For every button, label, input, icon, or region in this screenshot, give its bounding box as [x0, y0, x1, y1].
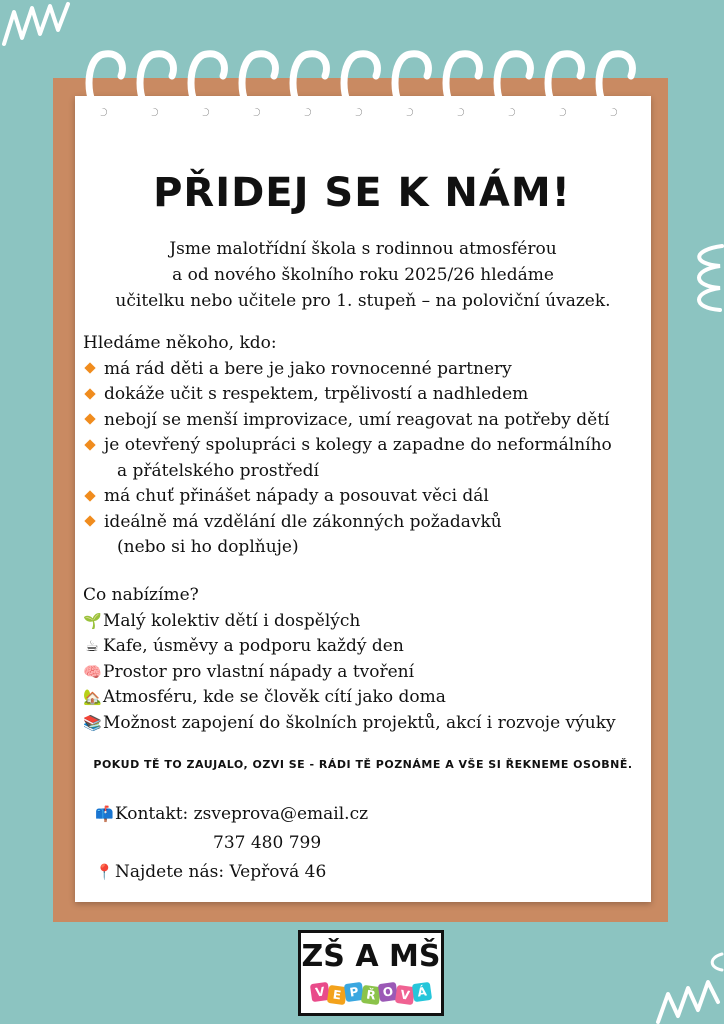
list-item: 🌱Malý kolektiv dětí i dospělých	[83, 609, 616, 635]
spiral-ring-icon	[497, 54, 530, 116]
logo-letter-tile: E	[327, 985, 347, 1005]
squiggle-top-left	[0, 0, 72, 52]
logo-letter-tile: Ř	[361, 985, 381, 1005]
seedling-icon: 🌱	[83, 611, 102, 630]
diamond-bullet-icon	[84, 439, 95, 450]
spiral-ring-icon	[191, 54, 224, 116]
list-item-continuation: a přátelského prostředí	[117, 460, 319, 481]
brain-icon: 🧠	[83, 662, 102, 681]
squiggle-right	[672, 240, 724, 330]
logo-letter-tile: V	[395, 985, 415, 1005]
spiral-ring-icon	[140, 54, 173, 116]
offer-section	[83, 583, 616, 736]
list-item: je otevřený spolupráci s kolegy a zapadne do neformálního	[83, 433, 612, 459]
logo-letter-tiles	[311, 981, 437, 1005]
intro-line: učitelku nebo učitele pro 1. stupeň – na poloviční úvazek.	[115, 291, 611, 311]
spiral-ring-icon	[344, 54, 377, 116]
list-item: ☕ Kafe, úsměvy a podporu každý den	[83, 634, 616, 660]
offer-heading: Co nabízíme?	[83, 585, 199, 605]
spiral-ring-icon	[395, 54, 428, 116]
logo-letter-tile: O	[378, 982, 398, 1002]
coffee-icon: ☕	[85, 637, 99, 655]
mailbox-icon: 📫	[95, 805, 114, 823]
spiral-binding	[75, 36, 651, 136]
logo-title: ZŠ A MŠ	[301, 939, 441, 974]
spiral-ring-icon	[89, 54, 122, 116]
spiral-ring-icon	[446, 54, 479, 116]
list-item: 📚Možnost zapojení do školních projektů, akcí i rozvoje výuky	[83, 711, 616, 737]
squiggle-bottom-right	[648, 950, 724, 1024]
list-item: 🧠Prostor pro vlastní nápady a tvoření	[83, 660, 616, 686]
diamond-bullet-icon	[84, 388, 95, 399]
list-item: má chuť přinášet nápady a posouvat věci dál	[83, 484, 612, 510]
seeking-heading: Hledáme někoho, kdo:	[83, 333, 277, 353]
diamond-bullet-icon	[84, 362, 95, 373]
diamond-bullet-icon	[84, 490, 95, 501]
pin-icon: 📍	[95, 863, 114, 881]
intro-text	[75, 236, 651, 314]
logo-letter-tile: P	[344, 982, 364, 1002]
list-item: ideálně má vzdělání dle zákonných požadavků	[83, 510, 612, 536]
spiral-ring-icon	[293, 54, 326, 116]
logo-letter-tile: V	[310, 982, 330, 1002]
contact-section	[95, 800, 368, 887]
list-item: nebojí se menší improvizace, umí reagovat na potřeby dětí	[83, 408, 612, 434]
seeking-section	[83, 331, 612, 561]
spiral-ring-icon	[548, 54, 581, 116]
intro-line: a od nového školního roku 2025/26 hledáme	[172, 265, 554, 285]
diamond-bullet-icon	[84, 515, 95, 526]
list-item: dokáže učit s respektem, trpělivostí a nadhledem	[83, 382, 612, 408]
house-icon: 🏡	[83, 688, 102, 706]
school-logo	[298, 930, 444, 1016]
contact-phone: 737 480 799	[213, 833, 322, 853]
diamond-bullet-icon	[84, 413, 95, 424]
spiral-ring-icon	[242, 54, 275, 116]
logo-letter-tile: Á	[412, 982, 432, 1002]
list-item: 🏡Atmosféru, kde se člověk cítí jako doma	[83, 685, 616, 711]
spiral-ring-icon	[599, 54, 632, 116]
books-icon: 📚	[83, 713, 102, 732]
list-item-continuation: (nebo si ho doplňuje)	[117, 537, 299, 557]
contact-address-line: 📍Najdete nás: Vepřová 46	[95, 858, 368, 887]
contact-email-line: 📫Kontakt: zsveprova@email.cz	[95, 800, 368, 829]
call-to-action: POKUD TĚ TO ZAUJALO, OZVI SE - RÁDI TĚ POZNÁME A VŠE SI ŘEKNEME OSOBNĚ.	[93, 758, 633, 771]
intro-line: Jsme malotřídní škola s rodinnou atmosférou	[169, 239, 557, 259]
list-item: má rád děti a bere je jako rovnocenné partnery	[83, 357, 612, 383]
page-title: PŘIDEJ SE K NÁM!	[153, 170, 571, 216]
